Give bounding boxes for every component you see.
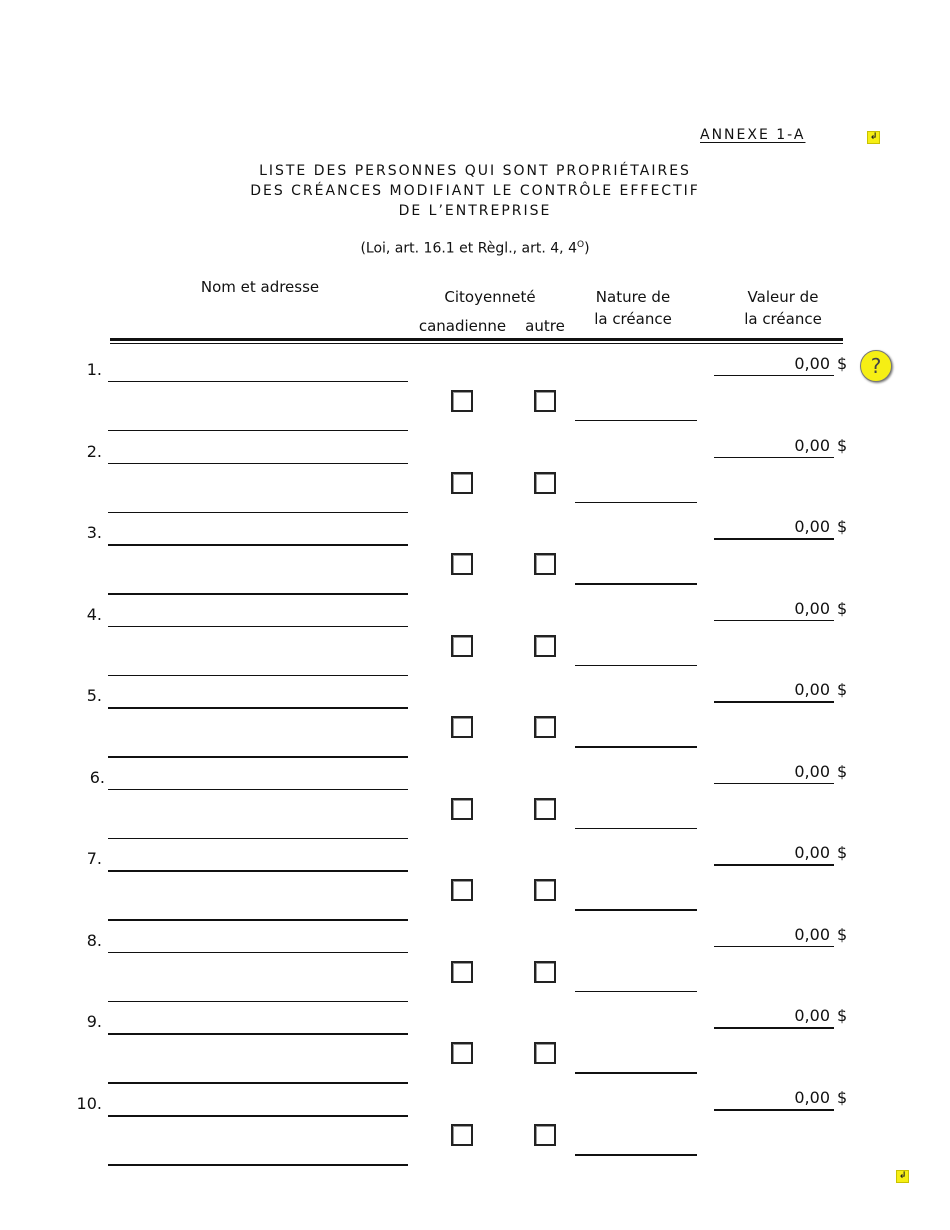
row-number: 1.	[86, 360, 102, 379]
name-field-line-2[interactable]	[108, 1082, 408, 1084]
value-field-line	[714, 1109, 834, 1111]
currency-symbol: $	[837, 925, 848, 944]
value-amount[interactable]: 0,00	[794, 517, 830, 536]
value-field-line	[714, 864, 834, 866]
legal-reference: (Loi, art. 16.1 et Règl., art. 4, $4^O$)	[360, 240, 590, 257]
help-icon[interactable]: ?	[860, 350, 892, 382]
checkbox-autre[interactable]	[534, 798, 556, 820]
currency-symbol: $	[837, 354, 848, 373]
nature-field[interactable]	[575, 502, 697, 503]
currency-symbol: $	[837, 1006, 848, 1025]
header-value-2: la créance	[744, 310, 822, 328]
name-field-line-1[interactable]	[108, 707, 408, 709]
header-citizenship: Citoyenneté	[444, 288, 536, 306]
checkbox-autre[interactable]	[534, 716, 556, 738]
nature-field[interactable]	[575, 909, 697, 911]
header-canadian: canadienne	[418, 317, 507, 335]
value-amount[interactable]: 0,00	[794, 354, 830, 373]
checkbox-canadienne[interactable]	[451, 716, 473, 738]
name-field-line-1[interactable]	[108, 1033, 408, 1035]
value-amount[interactable]: 0,00	[794, 762, 830, 781]
row-number: 7.	[86, 849, 102, 868]
header-nature-2: la créance	[594, 310, 672, 328]
value-field-line	[714, 538, 834, 540]
name-field-line-2[interactable]	[108, 756, 408, 758]
title-line-3: DE L’ENTREPRISE	[398, 203, 552, 219]
checkbox-canadienne[interactable]	[451, 1124, 473, 1146]
name-field-line-2[interactable]	[108, 512, 408, 513]
row-number: 9.	[86, 1012, 102, 1031]
name-field-line-1[interactable]	[108, 870, 408, 872]
nature-field[interactable]	[575, 420, 697, 421]
nature-field[interactable]	[575, 828, 697, 829]
name-field-line-1[interactable]	[108, 789, 408, 790]
currency-symbol: $	[837, 1088, 848, 1107]
name-field-line-1[interactable]	[108, 544, 408, 546]
name-field-line-1[interactable]	[108, 463, 408, 464]
checkbox-canadienne[interactable]	[451, 879, 473, 901]
row-number: 4.	[86, 605, 102, 624]
value-amount[interactable]: 0,00	[794, 1006, 830, 1025]
name-field-line-2[interactable]	[108, 919, 408, 921]
return-arrow-icon[interactable]: ↲	[867, 131, 880, 144]
checkbox-canadienne[interactable]	[451, 798, 473, 820]
name-field-line-1[interactable]	[108, 626, 408, 627]
value-amount[interactable]: 0,00	[794, 1088, 830, 1107]
currency-symbol: $	[837, 843, 848, 862]
currency-symbol: $	[837, 762, 848, 781]
name-field-line-2[interactable]	[108, 1164, 408, 1166]
header-value-1: Valeur de	[747, 288, 819, 306]
currency-symbol: $	[837, 599, 848, 618]
value-field-line	[714, 1027, 834, 1029]
checkbox-canadienne[interactable]	[451, 635, 473, 657]
value-field-line	[714, 701, 834, 703]
value-amount[interactable]: 0,00	[794, 925, 830, 944]
checkbox-canadienne[interactable]	[451, 961, 473, 983]
header-name-address: Nom et adresse	[200, 278, 320, 296]
checkbox-canadienne[interactable]	[451, 390, 473, 412]
checkbox-autre[interactable]	[534, 472, 556, 494]
row-number: 10.	[76, 1094, 102, 1113]
checkbox-autre[interactable]	[534, 553, 556, 575]
currency-symbol: $	[837, 680, 848, 699]
checkbox-autre[interactable]	[534, 390, 556, 412]
value-field-line	[714, 946, 834, 947]
checkbox-autre[interactable]	[534, 879, 556, 901]
annexe-label: ANNEXE 1-A	[700, 127, 806, 143]
header-rule-thick	[110, 338, 843, 341]
header-other: autre	[525, 317, 565, 335]
value-field-line	[714, 457, 834, 458]
header-rule-thin	[110, 343, 843, 344]
nature-field[interactable]	[575, 583, 697, 585]
value-amount[interactable]: 0,00	[794, 680, 830, 699]
value-field-line	[714, 620, 834, 621]
row-number: 5.	[86, 686, 102, 705]
title-line-2: DES CRÉANCES MODIFIANT LE CONTRÔLE EFFECTIF	[250, 183, 700, 199]
name-field-line-2[interactable]	[108, 593, 408, 595]
header-nature-1: Nature de	[595, 288, 671, 306]
checkbox-canadienne[interactable]	[451, 472, 473, 494]
row-number: 6.	[89, 768, 105, 787]
nature-field[interactable]	[575, 1154, 697, 1156]
row-number: 2.	[86, 442, 102, 461]
nature-field[interactable]	[575, 665, 697, 666]
nature-field[interactable]	[575, 746, 697, 748]
return-arrow-icon-bottom[interactable]: ↲	[896, 1170, 909, 1183]
checkbox-canadienne[interactable]	[451, 1042, 473, 1064]
value-amount[interactable]: 0,00	[794, 843, 830, 862]
checkbox-canadienne[interactable]	[451, 553, 473, 575]
value-field-line	[714, 375, 834, 376]
checkbox-autre[interactable]	[534, 1042, 556, 1064]
name-field-line-2[interactable]	[108, 1001, 408, 1002]
checkbox-autre[interactable]	[534, 961, 556, 983]
name-field-line-1[interactable]	[108, 952, 408, 953]
checkbox-autre[interactable]	[534, 635, 556, 657]
checkbox-autre[interactable]	[534, 1124, 556, 1146]
nature-field[interactable]	[575, 991, 697, 992]
row-number: 8.	[86, 931, 102, 950]
name-field-line-2[interactable]	[108, 838, 408, 839]
nature-field[interactable]	[575, 1072, 697, 1074]
currency-symbol: $	[837, 517, 848, 536]
value-amount[interactable]: 0,00	[794, 436, 830, 455]
name-field-line-2[interactable]	[108, 430, 408, 431]
name-field-line-1[interactable]	[108, 381, 408, 382]
value-field-line	[714, 783, 834, 784]
name-field-line-2[interactable]	[108, 675, 408, 676]
row-number: 3.	[86, 523, 102, 542]
value-amount[interactable]: 0,00	[794, 599, 830, 618]
name-field-line-1[interactable]	[108, 1115, 408, 1117]
title-line-1: LISTE DES PERSONNES QUI SONT PROPRIÉTAIRES	[259, 163, 691, 179]
currency-symbol: $	[837, 436, 848, 455]
